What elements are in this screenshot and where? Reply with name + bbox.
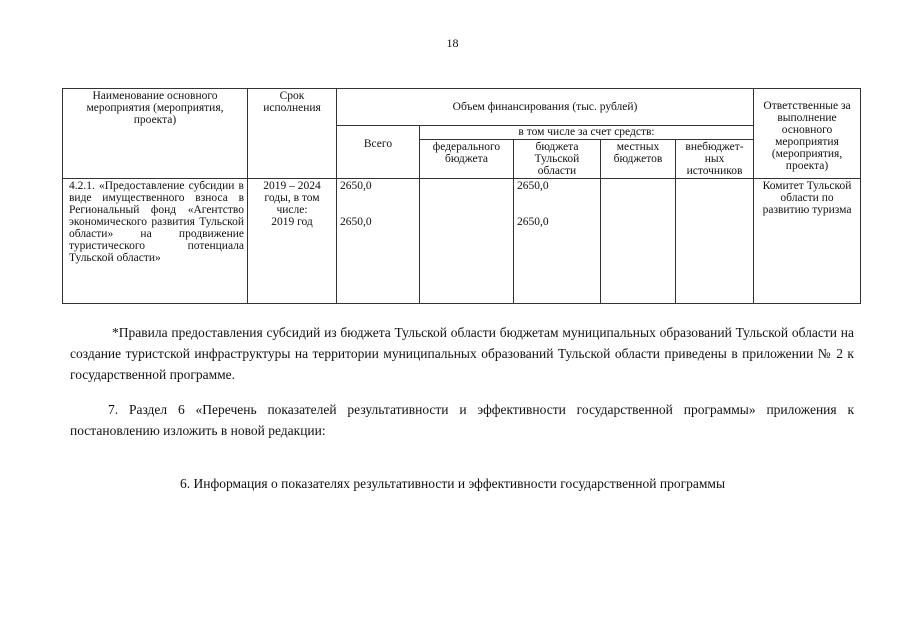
- header-term: Срок исполнения: [248, 89, 337, 179]
- total-cell: [337, 179, 420, 304]
- header-total: Всего: [337, 126, 420, 179]
- local-cell: [601, 179, 676, 304]
- header-name: Наименование основного мероприятия (мероприятия, проекта): [63, 89, 248, 179]
- header-responsible: Ответственные за выполнение основного мероприятия (мероприятия, проекта): [754, 89, 861, 179]
- header-local: местных бюджетов: [601, 140, 676, 179]
- total-year: 2650,0: [340, 216, 372, 228]
- event-name: 4.2.1. «Предоставление субсидии в виде имущественного взноса в Региональный фонд «Агентство экономического развития Тульской области» на продвижение туристического потенциала Тульской области»: [63, 179, 248, 304]
- header-regional: бюджета Тульской области: [514, 140, 601, 179]
- section-heading: 6. Информация о показателях результативности и эффективности государственной программы: [179, 476, 726, 491]
- page-number: 18: [446, 36, 459, 50]
- responsible-cell: Комитет Тульской области по развитию туризма: [754, 179, 861, 304]
- extra-cell: [676, 179, 754, 304]
- total-period: 2650,0: [340, 180, 372, 192]
- regional-year: 2650,0: [517, 216, 549, 228]
- term-period: 2019 – 2024 годы, в том числе:: [263, 180, 321, 216]
- funding-table: [62, 88, 861, 304]
- header-funding: Объем финансирования (тыс. рублей): [337, 89, 754, 126]
- regional-cell: [514, 179, 601, 304]
- header-including: в том числе за счет средств:: [420, 126, 754, 140]
- federal-cell: [420, 179, 514, 304]
- term-cell: [248, 179, 337, 304]
- table-row: [63, 179, 861, 304]
- regional-period: 2650,0: [517, 180, 549, 192]
- term-year: 2019 год: [271, 216, 313, 228]
- header-extra: внебюджет-ных источников: [676, 140, 754, 179]
- section7-paragraph: 7. Раздел 6 «Перечень показателей результативности и эффективности государственной программы» приложения к постановлению изложить в новой редакции:: [70, 402, 854, 438]
- header-federal: федерального бюджета: [420, 140, 514, 179]
- rules-paragraph: *Правила предоставления субсидий из бюджета Тульской области бюджетам муниципальных образований Тульской области на создание туристской инфраструктуры на территории муниципальных образований Тульской области приведены в приложении № 2 к государственной программе.: [70, 325, 854, 382]
